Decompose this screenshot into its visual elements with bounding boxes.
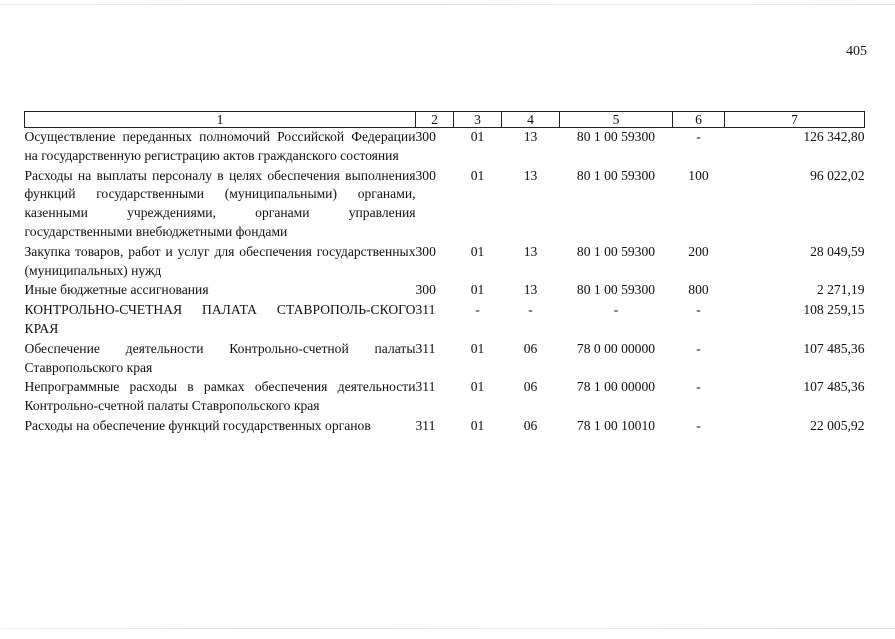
row-code-admin: 311 (415, 417, 436, 433)
table-row (25, 301, 865, 340)
row-section: - (475, 302, 480, 318)
row-section: 01 (470, 167, 485, 183)
row-name: Обеспечение деятельности Контрольно-счетной палаты Ставропольского края (24, 340, 416, 375)
row-amount: 22 005,92 (810, 417, 865, 433)
header-row (25, 112, 865, 128)
row-target-article: 78 1 00 00000 (576, 379, 656, 395)
row-expense-type: - (696, 340, 701, 356)
table-row (25, 243, 865, 282)
row-section: 01 (470, 340, 485, 356)
scan-edge-bottom (0, 628, 895, 629)
row-name: Расходы на выплаты персоналу в целях обеспечения выполнения функций государственными (муниципальными) органами, казенными учреждениями, органами управления государственными внебюджетными фондами (24, 167, 416, 239)
row-target-article: 78 1 00 10010 (576, 417, 656, 433)
table-row (25, 378, 865, 417)
row-expense-type: 100 (688, 167, 709, 183)
row-target-article: - (613, 302, 619, 318)
row-subsection: 13 (523, 129, 538, 144)
row-name: Закупка товаров, работ и услуг для обеспечения государственных (муниципальных) нужд (24, 243, 416, 278)
row-amount: 96 022,02 (810, 167, 865, 183)
row-target-article: 80 1 00 59300 (576, 167, 656, 183)
row-amount: 28 049,59 (810, 243, 865, 259)
row-amount: 2 271,19 (816, 282, 865, 298)
budget-table (24, 111, 865, 437)
table-row (25, 417, 865, 437)
row-expense-type: - (696, 417, 701, 433)
row-expense-type: 800 (688, 282, 709, 298)
row-expense-type: 200 (688, 243, 709, 259)
row-code-admin: 300 (415, 282, 436, 298)
row-subsection: 06 (523, 340, 538, 356)
col-header-3: 3 (454, 112, 502, 128)
row-section: 01 (470, 282, 485, 298)
row-expense-type: - (696, 379, 701, 395)
col-header-4: 4 (502, 112, 560, 128)
row-expense-type: - (696, 129, 701, 144)
row-subsection: 06 (523, 417, 538, 433)
col-header-2: 2 (416, 112, 454, 128)
row-amount: 108 259,15 (803, 302, 865, 318)
page-number: 405 (846, 44, 867, 59)
col-header-7: 7 (725, 112, 865, 128)
row-subsection: 13 (523, 282, 538, 298)
row-target-article: 80 1 00 59300 (576, 129, 656, 144)
row-code-admin: 300 (415, 167, 436, 183)
row-target-article: 80 1 00 59300 (576, 282, 656, 298)
row-section: 01 (470, 379, 485, 395)
row-subsection: 13 (523, 167, 538, 183)
row-subsection: 06 (523, 379, 538, 395)
row-code-admin: 300 (415, 129, 436, 144)
table-row (25, 281, 865, 301)
row-section: 01 (470, 243, 485, 259)
row-code-admin: 311 (415, 302, 436, 318)
row-amount: 107 485,36 (803, 340, 865, 356)
row-amount: 126 342,80 (803, 129, 865, 144)
row-section: 01 (470, 129, 485, 144)
table-row (25, 128, 865, 167)
row-code-admin: 300 (415, 243, 436, 259)
row-code-admin: 311 (415, 340, 436, 356)
col-header-6: 6 (673, 112, 725, 128)
row-target-article: 80 1 00 59300 (576, 243, 656, 259)
row-expense-type: - (696, 302, 701, 318)
col-header-5: 5 (560, 112, 673, 128)
col-header-1: 1 (25, 112, 416, 128)
row-section: 01 (470, 417, 485, 433)
row-code-admin: 311 (415, 379, 436, 395)
row-name: Расходы на обеспечение функций государственных органов (24, 417, 371, 433)
scan-edge-top (0, 4, 895, 5)
row-name: Осуществление переданных полномочий Российской Федерации на государственную регистрацию актов гражданского состояния (24, 129, 416, 163)
row-name: Непрограммные расходы в рамках обеспечения деятельности Контрольно-счетной палаты Ставропольского края (24, 379, 416, 414)
row-target-article: 78 0 00 00000 (576, 340, 656, 356)
row-subsection: 13 (523, 243, 538, 259)
row-name: КОНТРОЛЬНО-СЧЕТНАЯ ПАЛАТА СТАВРОПОЛЬ-СКОГО КРАЯ (24, 302, 416, 336)
table-row (25, 340, 865, 379)
table-row (25, 167, 865, 243)
row-amount: 107 485,36 (803, 379, 865, 395)
row-subsection: - (528, 302, 533, 318)
row-name: Иные бюджетные ассигнования (24, 282, 209, 298)
